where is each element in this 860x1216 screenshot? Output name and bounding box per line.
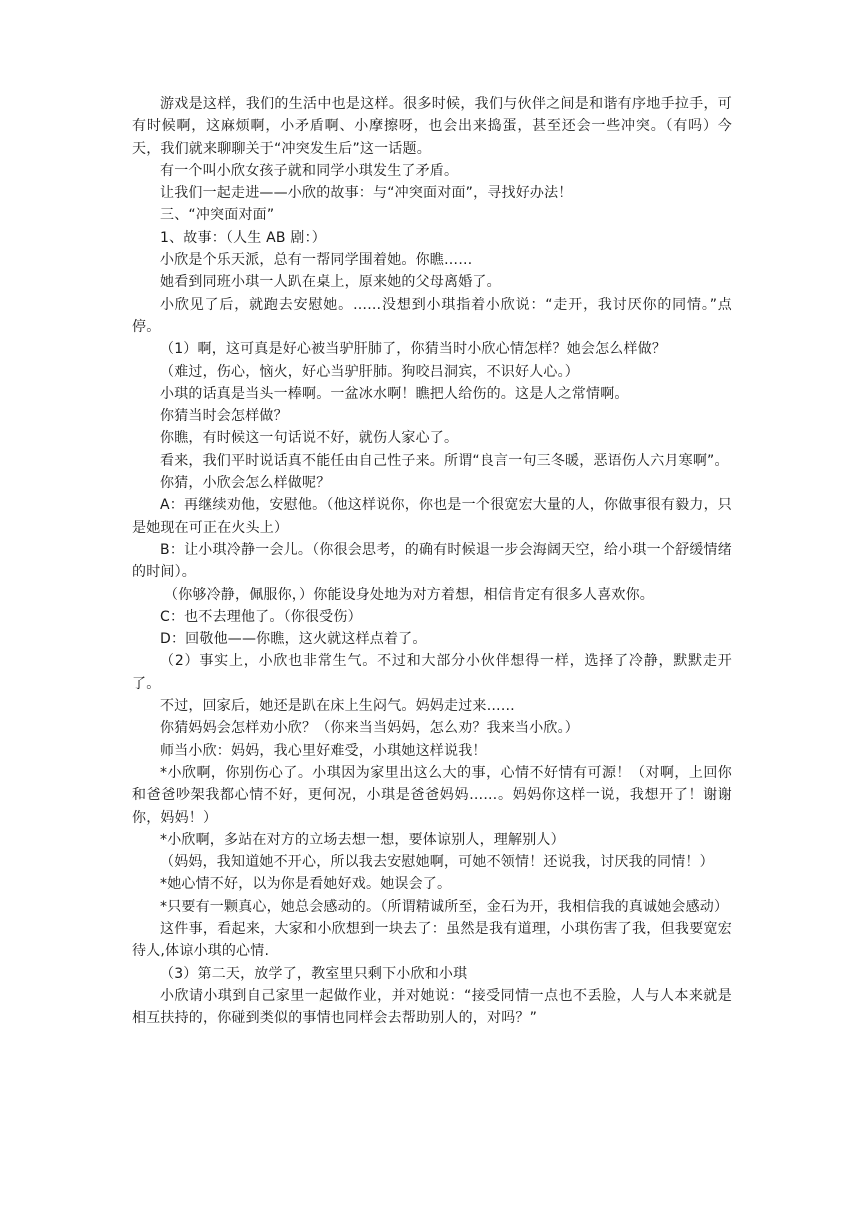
paragraph: 师当小欣：妈妈，我心里好难受，小琪她这样说我！ <box>160 742 487 759</box>
subheading-story: 1、故事：（人生 AB 剧：） <box>160 229 326 246</box>
paragraph: （你够冷静，佩服你，）你能设身处地为对方着想，相信肯定有很多人喜欢你。 <box>164 586 654 603</box>
paragraph-conflict-intro: 有一个叫小欣女孩子就和同学小琪发生了矛盾。 <box>160 162 459 179</box>
paragraph: （难过，伤心，恼火，好心当驴肝肺。狗咬吕洞宾，不识好人心。） <box>160 363 579 380</box>
option-c: C：也不去理他了。（你很受伤） <box>160 608 362 625</box>
document-body <box>132 93 732 1029</box>
paragraph-story-invite: 让我们一起走进——小欣的故事：与“冲突面对面”，寻找好办法！ <box>160 185 573 202</box>
question-1: （1）啊，这可真是好心被当驴肝肺了，你猜当时小欣心情怎样？她会怎么样做？ <box>160 341 667 358</box>
dialogue-item: *小欣啊，你别伤心了。小琪因为家里出这么大的事，心情不好情有可源！（对啊，上回你和爸爸吵架我都心情不好，更何况，小琪是爸爸妈妈……。妈妈你这样一说，我想开了！谢谢你，妈妈！） <box>132 764 732 826</box>
paragraph: 不过，回家后，她还是趴在床上生闷气。妈妈走过来…… <box>160 698 515 715</box>
question-2: （2）事实上，小欣也非常生气。不过和大部分小伙伴想得一样，选择了冷静，默默走开了。 <box>132 653 732 692</box>
paragraph: 小欣请小琪到自己家里一起做作业，并对她说：“接受同情一点也不丢脸，人与人本来就是相互扶持的，你碰到类似的事情也同样会去帮助别人的，对吗？” <box>132 987 732 1027</box>
paragraph: 小琪的话真是当头一棒啊。一盆冰水啊！瞧把人给伤的。这是人之常情啊。 <box>160 385 629 402</box>
paragraph-intro: 游戏是这样，我们的生活中也是这样。很多时候，我们与伙伴之间是和谐有序地手拉手，可有时候啊，这麻烦啊，小矛盾啊、小摩擦呀，也会出来捣蛋，甚至还会一些冲突。（有吗）今天，我们就来聊聊关于“冲突发生后”这一话题。 <box>132 96 732 157</box>
section-heading-3: 三、“冲突面对面” <box>160 207 275 224</box>
paragraph: （妈妈，我知道她不开心，所以我去安慰她啊，可她不领情！还说我，讨厌我的同情！） <box>160 854 714 871</box>
paragraph: 你猜当时会怎样做？ <box>160 408 288 425</box>
paragraph: 看来，我们平时说话真不能任由自己性子来。所谓“良言一句三冬暖，恶语伤人六月寒啊”。 <box>160 452 729 469</box>
paragraph: 你猜妈妈会怎样劝小欣？（你来当当妈妈，怎么劝？我来当小欣。） <box>160 720 579 737</box>
paragraph: 你瞧，有时候这一句话说不好，就伤人家心了。 <box>160 430 459 447</box>
option-b: B：让小琪冷静一会儿。（你很会思考，的确有时候退一步会海阔天空，给小琪一个舒缓情绪的时间）。 <box>132 541 732 581</box>
paragraph: 这件事，看起来，大家和小欣想到一块去了：虽然是我有道理，小琪伤害了我，但我要宽宏待人,体谅小琪的心情. <box>132 920 732 960</box>
paragraph: 你猜，小欣会怎么样做呢？ <box>160 475 331 492</box>
dialogue-item: *她心情不好，以为你是看她好戏。她误会了。 <box>160 876 452 893</box>
paragraph: 小欣是个乐天派，总有一帮同学围着她。你瞧…… <box>160 252 473 269</box>
dialogue-item: *只要有一颗真心，她总会感动的。（所谓精诚所至，金石为开，我相信我的真诚她会感动） <box>160 898 729 915</box>
paragraph: 小欣见了后，就跑去安慰她。……没想到小琪指着小欣说：“走开，我讨厌你的同情。”点停。 <box>132 296 732 335</box>
paragraph: 她看到同班小琪一人趴在桌上，原来她的父母离婚了。 <box>160 274 501 291</box>
dialogue-item: *小欣啊，多站在对方的立场去想一想，要体谅别人，理解别人） <box>160 831 565 848</box>
option-a: A：再继续劝他，安慰他。（他这样说你，你也是一个很宽宏大量的人，你做事很有毅力，只是她现在可正在火头上） <box>132 497 732 536</box>
option-d: D：回敬他——你瞧，这火就这样点着了。 <box>160 631 427 648</box>
question-3: （3）第二天，放学了，教室里只剩下小欣和小琪 <box>160 965 468 982</box>
